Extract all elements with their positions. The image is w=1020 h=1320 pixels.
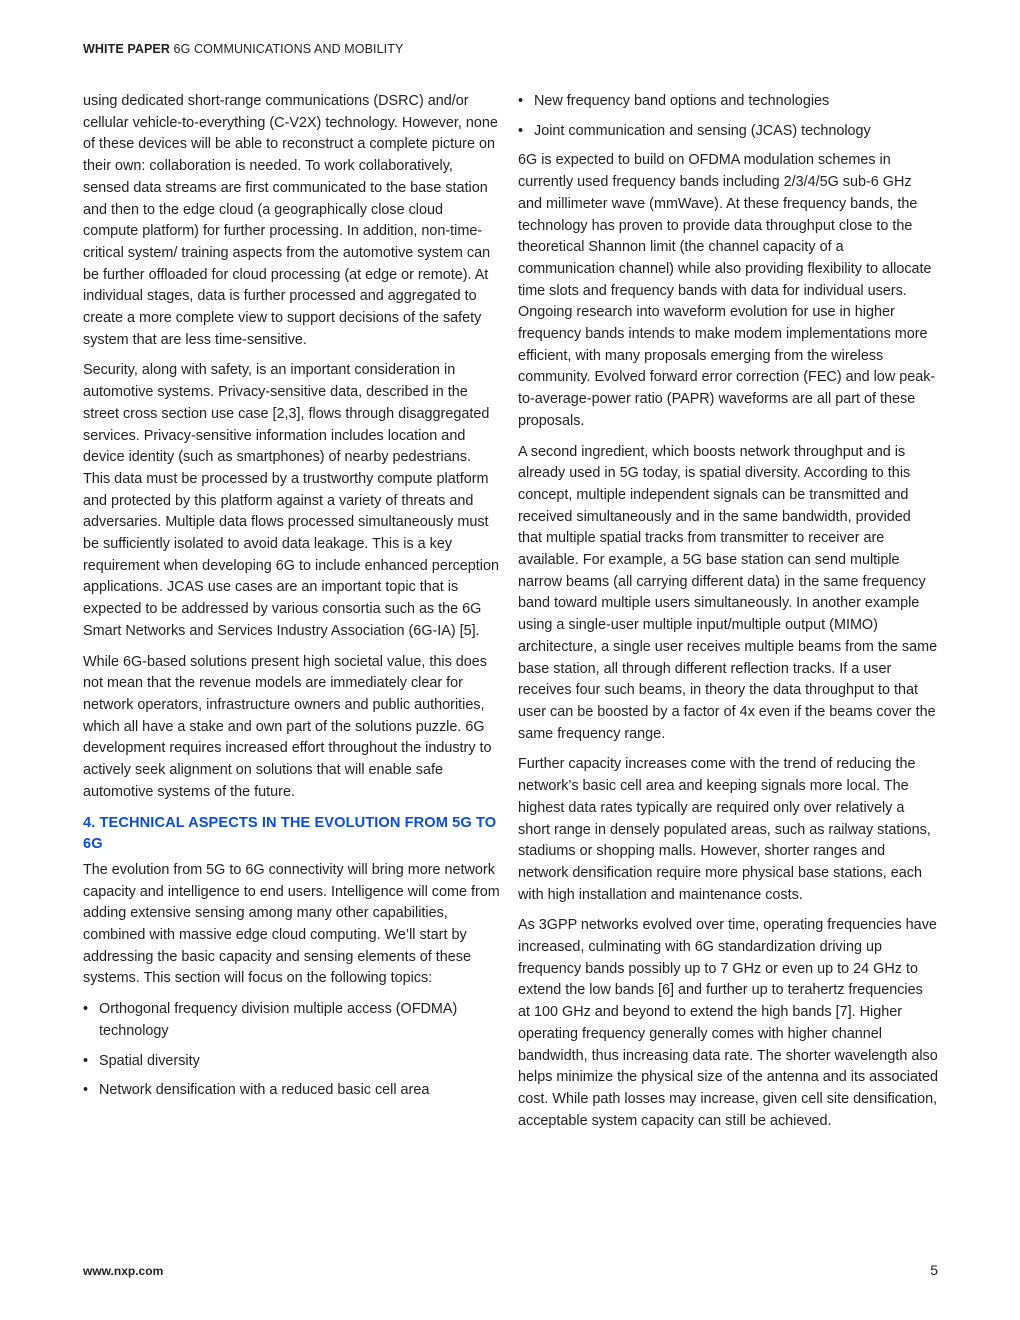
section-heading: 4. TECHNICAL ASPECTS IN THE EVOLUTION FROM 5G TO 6G <box>83 814 497 853</box>
paragraph: 6G is expected to build on OFDMA modulation schemes in currently used frequency bands including 2/3/4/5G sub-6 GHz and millimeter wave (mmWave). At these frequency bands, the technology has proven to provide data throughput close to the theoretical Shannon limit (the channel capacity of a communication channel) while also providing flexibility to allocate time slots and frequency bands with data for individual users. Ongoing research into waveform evolution for use in higher frequency bands intends to make modem implementations more efficient, with many proposals emerging from the wireless community. Evolved forward error correction (FEC) and low peak-to-average-power ratio (PAPR) waveforms are all part of these proposals. <box>518 152 936 429</box>
paragraph: Further capacity increases come with the trend of reducing the network’s basic cell area and keeping signals more local. The highest data rates typically are required only over relatively a short range in densely populated areas, such as railway stations, stadiums or shopping malls. However, shorter ranges and network densification require more physical base stations, each with high installation and maintenance costs. <box>518 756 931 903</box>
list-item-text: Orthogonal frequency division multiple access (OFDMA) technology <box>99 1001 458 1039</box>
list-item-text: Network densification with a reduced basic cell area <box>99 1082 430 1099</box>
right-column <box>518 91 938 1141</box>
paragraph: using dedicated short-range communications (DSRC) and/or cellular vehicle-to-everything (C-V2X) technology. However, none of these devices will be able to reconstruct a complete picture on their own: collaboration is needed. To work collaboratively, sensed data streams are first communicated to the base station and then to the edge cloud (a geographically close cloud compute platform) for further processing. In addition, non-time-critical system/ training aspects from the automotive system can be further offloaded for cloud processing (at edge or remote). At individual stages, data is further processed and aggregated to create a more complete view to support decisions of the safety system that are less time-sensitive. <box>83 93 498 348</box>
header-document-type: WHITE PAPER <box>83 42 170 56</box>
topic-list <box>83 999 501 1102</box>
paragraph: A second ingredient, which boosts network throughput and is already used in 5G today, is spatial diversity. According to this concept, multiple independent signals can be transmitted and received simultaneously and in the same bandwidth, provided that multiple spatial tracks from transmitter to receiver are available. For example, a 5G base station can send multiple narrow beams (all carrying different data) in the same frequency band toward multiple users simultaneously. In another example using a single-user multiple input/multiple output (MIMO) architecture, a single user receives multiple beams from the same base station, all through different reflection tracks. If a user receives four such beams, in theory the data throughput to that user can be boosted by a factor of 4x even if the beams cover the same frequency range. <box>518 443 938 742</box>
header-document-title: 6G COMMUNICATIONS AND MOBILITY <box>169 42 404 56</box>
bullet-icon: • <box>83 1001 89 1018</box>
list-item <box>83 1080 501 1102</box>
bullet-icon: • <box>518 122 524 139</box>
left-column <box>83 91 501 1110</box>
topic-list-continued <box>518 91 938 142</box>
page-number: 5 <box>930 1262 938 1278</box>
list-item <box>518 91 938 113</box>
paragraph: While 6G-based solutions present high societal value, this does not mean that the revenue models are immediately clear for network operators, infrastructure owners and public authorities, which all have a stake and own part of the solutions puzzle. 6G development requires increased effort throughout the industry to actively seek alignment on solutions that will enable safe automotive systems of the future. <box>83 653 492 800</box>
footer-website-link[interactable]: www.nxp.com <box>83 1264 164 1278</box>
running-header <box>83 42 403 56</box>
paragraph: Security, along with safety, is an important consideration in automotive systems. Privacy-sensitive data, described in the street cross section use case [2,3], flows through disaggregated services. Privacy-sensitive information includes location and device identity (such as smartphones) of nearby pedestrians. This data must be processed by a trustworthy compute platform and protected by this platform against a variety of threats and adversaries. Multiple data flows processed simultaneously must be sufficiently isolated to avoid data leakage. This is a key requirement when developing 6G to include enhanced perception applications. JCAS use cases are an important topic that is expected to be addressed by various consortia such as the 6G Smart Networks and Services Industry Association (6G-IA) [5]. <box>83 362 500 639</box>
list-item <box>83 999 501 1042</box>
paragraph: As 3GPP networks evolved over time, operating frequencies have increased, culminating with 6G standardization driving up frequency bands possibly up to 7 GHz or even up to 24 GHz to extend the low bands [6] and further up to terahertz frequencies at 100 GHz and beyond to extend the high bands [7]. Higher operating frequency generally comes with higher channel bandwidth, thus increasing data rate. The shorter wavelength also helps minimize the physical size of the antenna and its associated cost. While path losses may increase, given cell site densification, acceptable system capacity can still be achieved. <box>518 917 938 1129</box>
paragraph: The evolution from 5G to 6G connectivity will bring more network capacity and intelligence to end users. Intelligence will come from adding extensive sensing among many other capabilities, combined with massive edge cloud computing. We’ll start by addressing the basic capacity and sensing elements of these systems. This section will focus on the following topics: <box>83 861 500 987</box>
bullet-icon: • <box>83 1082 89 1099</box>
list-item-text: Joint communication and sensing (JCAS) technology <box>534 122 871 139</box>
bullet-icon: • <box>83 1052 89 1069</box>
bullet-icon: • <box>518 93 524 109</box>
list-item-text: Spatial diversity <box>99 1052 200 1069</box>
list-item-text: New frequency band options and technologies <box>534 93 830 109</box>
list-item <box>83 1051 501 1073</box>
list-item <box>518 121 938 143</box>
